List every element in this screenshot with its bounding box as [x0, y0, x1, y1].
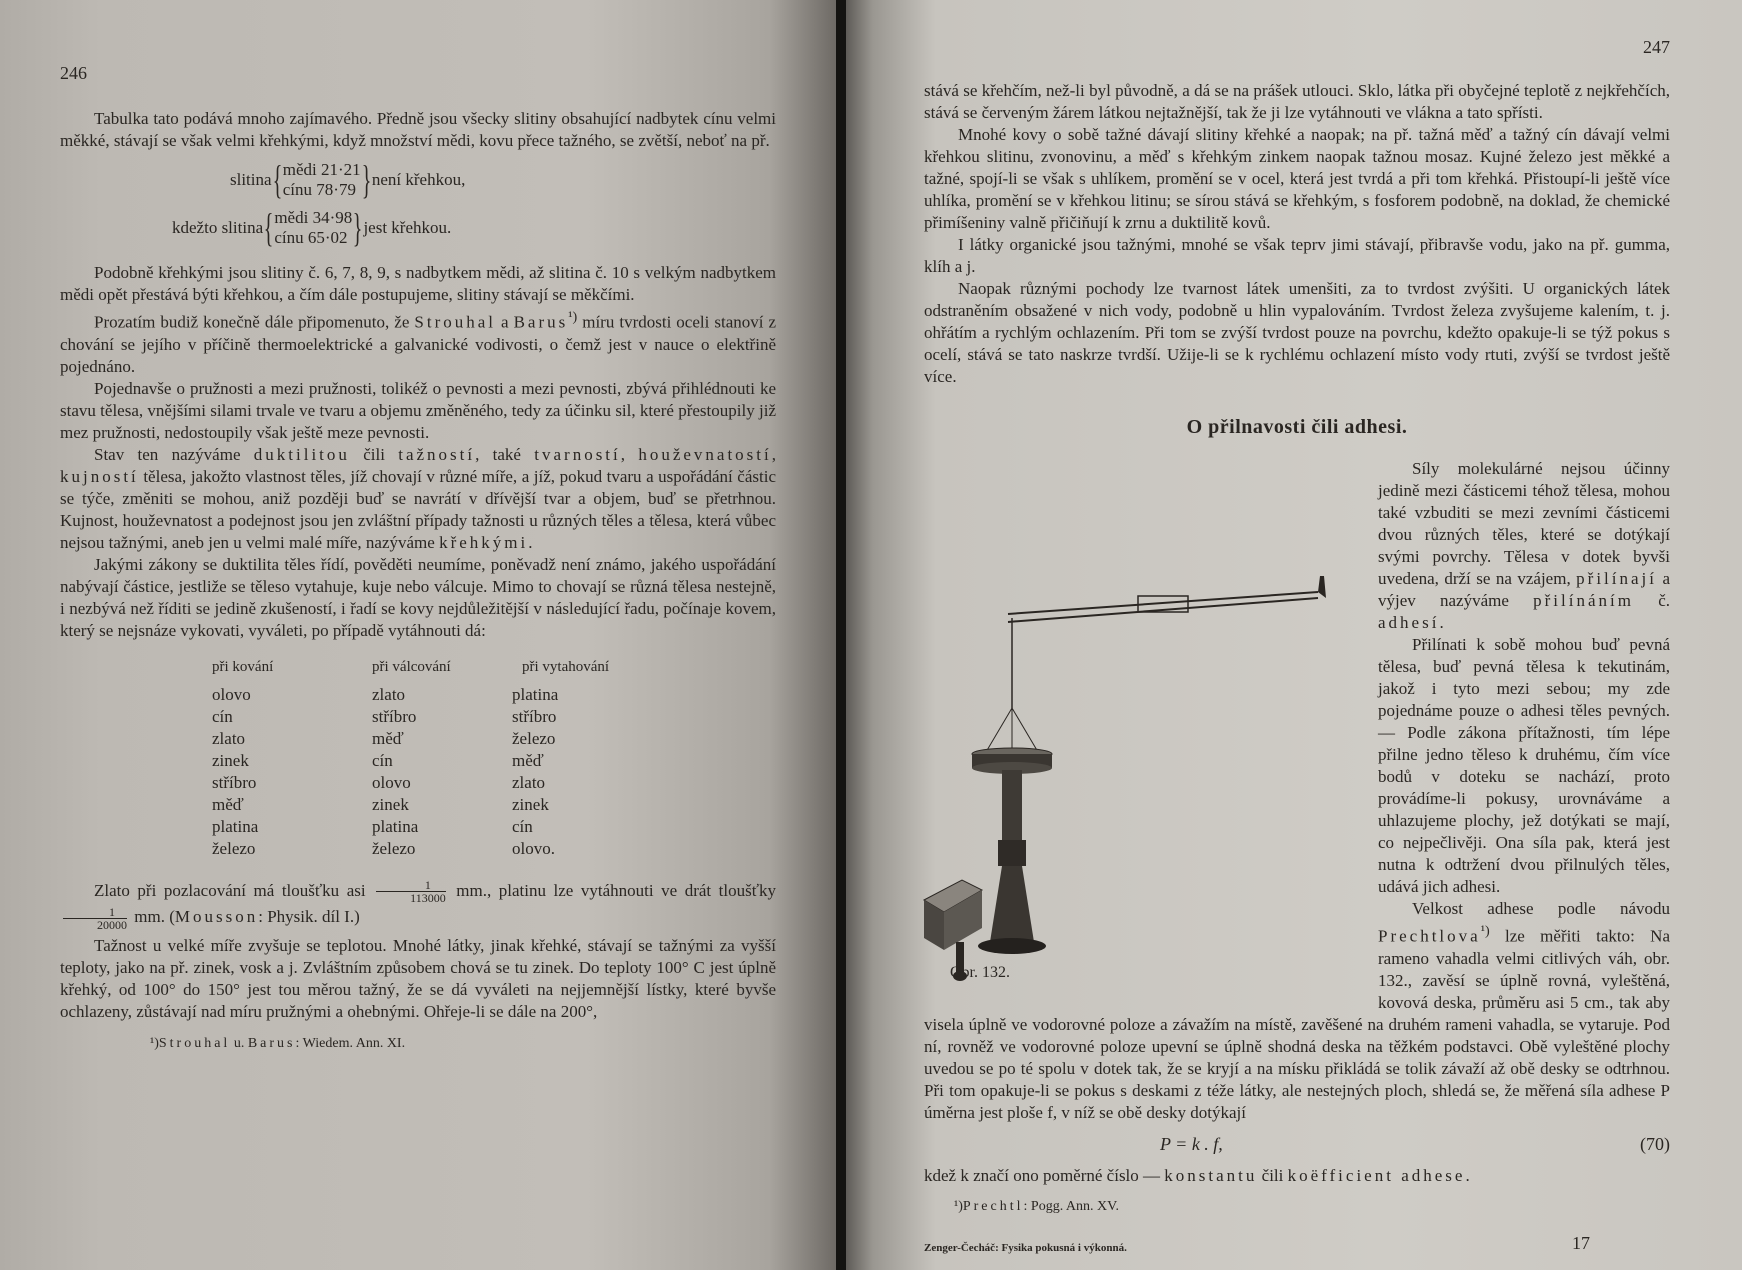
alloy-formula-2: [172, 205, 776, 250]
metal-cell: zinek: [512, 794, 549, 814]
text-run: Prozatím budiž konečně dále připomenuto, že: [94, 312, 415, 332]
text-run: č.: [1633, 591, 1670, 610]
metals-table: [212, 656, 776, 860]
brace-close: }: [361, 157, 372, 202]
footnote-ref: ¹): [1480, 923, 1490, 939]
page-number-right: 247: [1643, 37, 1670, 57]
suspension-string: [1012, 708, 1038, 752]
footnote-author: Strouhal: [158, 1035, 231, 1051]
footnote-author: Prechtl: [962, 1198, 1024, 1214]
alloy-formula-1: [230, 157, 776, 202]
metal-cell: platina: [212, 816, 259, 836]
text-run: a výjev nazýváme: [1378, 569, 1671, 610]
term-koefficient-adhese: koëfficient adhese: [1287, 1165, 1466, 1185]
left-paragraph-3: [60, 306, 776, 378]
imprint-line: Zenger-Čecháč: Fysika pokusná i výkonná.: [924, 1241, 1127, 1254]
term-konstantu: konstantu: [1164, 1165, 1258, 1185]
metal-cell: stříbro: [212, 772, 257, 792]
term-prilinaji: přilínají: [1576, 569, 1657, 588]
text-run: čili: [349, 444, 399, 464]
author-prechtl: Prechtlova: [1378, 926, 1481, 946]
right-footnote: [924, 1199, 1670, 1215]
right-paragraph-1: stává se křehčím, než-li byl původně, a dá se na prášek utlouci. Sklo, látka při obyčejné teplotě z nejkřehčích, stává se červeným žárem látkou nejtažnější, tak že ji lze vytáhnouti ve vlákna a tato spřísti.: [924, 81, 1670, 122]
alloy-1-composition: [283, 160, 361, 200]
text-run: .: [1439, 613, 1444, 632]
stand-column: [1002, 770, 1022, 840]
text-run: Stav ten nazýváme: [94, 444, 254, 464]
figure-132: [916, 502, 1368, 1000]
metal-cell: měď: [212, 794, 244, 814]
author-strouhal: Strouhal: [414, 312, 496, 332]
metal-cell: zlato: [512, 772, 546, 792]
alloy-2-copper: mědi 34·98: [274, 208, 353, 227]
text-run: kdež k značí ono poměrné číslo —: [924, 1165, 1165, 1185]
fraction-denominator: 113000: [410, 891, 446, 906]
alloy-1-copper: mědi 21·21: [282, 160, 361, 179]
text-run: tělesa, jakožto vlastnost těles, jíž chovají v různé míře, a jíž, pokud tvaru a uspořádání částic se týče, změniti se mohou, aniž později buď se navrátí v dřívější tvar a objem, buď se přetrhnou. Kujnost, houževnatost a podejnost jsou jen zvláštní případy tažnosti u různých těles a tělesa, která vůbec nejsou tažnými, aneb jen u velmi malé míře, nazýváme: [60, 466, 776, 552]
alloy-2-verdict: jest křehkou.: [363, 218, 452, 237]
text-run: čili: [1257, 1165, 1288, 1185]
footnote-ref: ¹): [568, 309, 578, 325]
metal-cell: železo: [212, 838, 256, 858]
text-run: ,: [620, 444, 639, 464]
left-paragraph-7: [60, 878, 776, 931]
right-paragraph-3: I látky organické jsou tažnými, mnohé se však teprv jimi stávají, přibravše vodu, jako na př. gumma, klíh a j.: [924, 235, 1670, 276]
metal-cell: cín: [212, 706, 233, 726]
fraction-platinum: [63, 906, 127, 931]
equation-70: [924, 1134, 1670, 1155]
section-heading: O přilnavosti čili adhesi.: [1186, 416, 1408, 438]
left-paragraph-6: Jakými zákony se duktilita těles řídí, pověděti neumíme, poněvadž není známo, jakého uspořádání nabývají částice, jestliže se těleso vytahuje, kuje nebo válcuje. Mimo to chovají se různá tělesa nestejně, i nezbývá než říditi se jedině zkušeností, i řadí se kovy nejdůležitější v následující řadu, počínaje kovem, který se nejsnáze vykovati, vyváleti, po případě vytáhnouti dá:: [60, 554, 776, 640]
text-run: a: [496, 312, 514, 332]
term-krehkost: křehkými: [439, 532, 529, 552]
book-gutter: [836, 0, 846, 1270]
metal-cell: zlato: [372, 684, 406, 704]
fraction-gold: [376, 879, 446, 904]
right-paragraph-2: Mnohé kovy o sobě tažné dávají slitiny křehké a naopak; na př. tažná měď a tažný cín dávají velmi křehkou slitinu, zvonovinu, a měď s křehkým zinkem naopak tažnou mosaz. Kujné železo jest měkké a tažné, spojí-li se však s uhlíkem, promění se v ocel, která jest tvrdá a při tom křehká. Přistoupí-li ještě více uhlíka, promění se v křehkou litinu; se sírou stává se křehkým, s fosforem podobně, na doklad, že chemické přimíšeniny valně přičiňují k zrnu a duktilitě kovů.: [924, 125, 1670, 232]
metal-cell: cín: [512, 816, 533, 836]
alloy-1-label: slitina: [230, 170, 272, 189]
metal-cell: zinek: [212, 750, 249, 770]
term-kujnost: kujností: [60, 466, 139, 486]
left-page: [0, 0, 836, 1270]
left-footnote: [60, 1035, 776, 1053]
footnote-author: Barus: [247, 1035, 296, 1051]
text-run: míru tvrdosti oceli stanoví z chování se jejího v příčině thermoelektrické a galvanické vodivosti, o čemž jest v nauce o elektřině pojednáno.: [60, 312, 777, 376]
metal-cell: stříbro: [372, 706, 417, 726]
metal-cell: železo: [512, 728, 556, 748]
metals-header: při vytahování: [522, 658, 610, 675]
footnote-mark: ¹): [150, 1035, 159, 1051]
text-run: Síly molekulárné nejsou účinny jedině mezi částicemi téhož tělesa, mohou také vzbuditi se mezi zevními částicemi dvou různých těles, které se dotýkají svými povrchy. Tělesa v dotek byvši uvedena, drží se na vzájem,: [1378, 459, 1670, 588]
beam-hook: [1318, 576, 1326, 598]
brace-close: }: [353, 205, 363, 250]
metals-column-valcovani: [372, 656, 522, 860]
alloy-1-verdict: není křehkou,: [371, 170, 466, 189]
page-number-left: 246: [60, 63, 87, 83]
adhesion-section: [924, 458, 1670, 1124]
left-paragraph-4: Pojednavše o pružnosti a mezi pružnosti, tolikéž o pevnosti a mezi pevnosti, zbývá přihlédnouti ke stavu tělesa, vnějšími silami trvale ve tvaru a objemu změněného, tedy za účinku sil, které přestoupily již mez pružnosti, nedostoupily však ještě meze pevnosti.: [60, 378, 776, 442]
right-paragraph-4: Naopak různými pochody lze tvarnost látek umenšiti, za to tvrdost zvýšiti. U organických látek odstraněním obsažené v nich vody, podobně u hlin vypalováním. Tvrdost železa zvyšujeme kalením, t. j. ohřátím a rychlým ochlazením. Při tom se zvýší tvrdost pouze na povrchu, kdežto opakuje-li se týž pokus s ocelí, stává se tato naskrze tvrdší. Užije-li se k rychlému ochlazení místo vody rtuti, zvýší se tvrdost ještě více.: [924, 279, 1670, 386]
equation-body: P = k . f,: [1160, 1133, 1223, 1154]
text-run: mm. (: [130, 907, 175, 927]
brace-open: {: [263, 205, 274, 250]
alloy-2-composition: [274, 208, 352, 248]
brace-open: {: [272, 157, 282, 202]
footnote-mark: ¹): [954, 1198, 963, 1214]
metal-cell: měď: [372, 728, 404, 748]
fraction-numerator: 1: [376, 879, 446, 892]
term-houzevnatost: houževnatostí: [638, 444, 772, 464]
signature-number: 17: [1572, 1232, 1590, 1253]
term-prilinani: přilínáním: [1533, 591, 1634, 610]
metals-header: při válcování: [372, 658, 451, 675]
term-taznost: tažností: [398, 444, 476, 464]
left-paragraph-8: Tažnost u velké míře zvyšuje se teplotou. Mnohé látky, jinak křehké, stávají se tažnými za vyšší teploty, jako na př. zinek, vosk a j. Zvláštním způsobem chová se tu zinek. Do teploty 100° C jest úplně křehký, od 100° do 150° jest tou měrou tažný, že se dá vyváleti na nejjemnější lístky, které byvše ochlazeny, zůstávají nad míru pružnými a ohebnými. Ohřeje-li se dále na 200°,: [60, 935, 776, 1021]
stand-body: [990, 866, 1034, 942]
text-run: : Physik. díl I.): [258, 907, 360, 927]
suspension-string: [986, 708, 1012, 752]
metal-cell: stříbro: [512, 706, 557, 726]
metal-cell: platina: [372, 816, 419, 836]
text-run: u.: [230, 1035, 248, 1051]
metals-column-kovani: [212, 656, 372, 860]
metal-cell: železo: [372, 838, 416, 858]
term-duktilita: duktilitou: [253, 444, 350, 464]
text-run: lze měřiti takto: Na rameno vahadla velmi citlivých váh, obr. 132., zavěsí se úplně rovná, vyleštěná, kovová deska, průměru asi 5 cm., tak aby visela úplně ve vodorovné poloze a závažím na místě, zavěšené na druhém rameni vahadla, se vytaruje. Pod ní, rovněž ve vodorovné poloze upevní se úplně shodná deska na těžkém podstavci. Obě vyleštěné plochy uvedou se po té spolu v dotek tak, že se kryjí a na mísku přikládá se tolik závaží až obě desky se odtrhnou. Při tom opakuje-li se pokus s deskami z téže látky, ale nestejných ploch, shledá se, že měřená síla adhese P úměrna jest ploše f, v níž se obě desky dotýkají: [924, 926, 1670, 1122]
metal-cell: olovo: [212, 684, 251, 704]
metals-column-vytahovani: [512, 656, 682, 860]
text-run: , také: [475, 444, 535, 464]
metal-cell: platina: [512, 684, 559, 704]
metal-cell: olovo.: [512, 838, 555, 858]
metal-cell: měď: [512, 750, 544, 770]
metals-header: při kování: [212, 658, 274, 675]
page-bottom: [924, 1233, 1670, 1254]
right-page: [846, 0, 1742, 1270]
text-run: : Wiedem. Ann. XI.: [295, 1035, 406, 1051]
term-tvarnost: tvarností: [534, 444, 621, 464]
right-paragraph-6: Přilínati k sobě mohou buď pevná tělesa, buď pevná tělesa k tekutinám, jakož i tyto mezi sebou; my zde pojednáme pouze o adhesi těles pevných. — Podle zákona přítažnosti, tím lépe přilne jedno těleso k druhému, čím více bodů v doteku se nachází, proto provádíme-li pokusy, urovnáváme a uhlazujeme plochy, jež dotýkati se mají, co nejpečlivěji. Ona síla pak, která jest nutna k odtržení dvou přilnulých těles, udává jich adhesi.: [1378, 635, 1670, 896]
author-mousson: Mousson: [174, 907, 259, 927]
right-paragraph-8: [924, 1165, 1670, 1187]
equation-number: (70): [1640, 1133, 1670, 1154]
text-run: : Pogg. Ann. XV.: [1023, 1198, 1119, 1214]
text-run: mm., platinu lze vytáhnouti ve drát tloušťky: [448, 880, 776, 900]
author-barus: Barus: [513, 312, 569, 332]
text-run: .: [1465, 1165, 1470, 1185]
text-run: Velkost adhese podle návodu: [1412, 899, 1670, 918]
alloy-1-tin: cínu 78·79: [282, 180, 356, 199]
left-paragraph-2: Podobně křehkými jsou slitiny č. 6, 7, 8, 9, s nadbytkem mědi, až slitina č. 10 s velkým nadbytkem mědi opět přestává býti křehkou, a čím dále postupujeme, slitiny stávají se měkčími.: [60, 263, 776, 304]
metal-cell: cín: [372, 750, 393, 770]
text-run: Zlato při pozlacování má tloušťku asi: [94, 880, 374, 900]
adhesion-apparatus-illustration: [916, 502, 1368, 1000]
stand-base: [978, 938, 1046, 954]
term-adhesi: adhesí: [1378, 613, 1440, 632]
left-paragraph-1: Tabulka tato podává mnoho zajímavého. Předně jsou všecky slitiny obsahující nadbytek cínu velmi měkké, stávají se však velmi křehkými, když množství mědi, kovu přece tažného, se zvětší, neboť na př.: [60, 109, 776, 150]
text-run: .: [528, 532, 533, 552]
alloy-2-label: kdežto slitina: [172, 218, 264, 237]
metal-cell: zinek: [372, 794, 409, 814]
text-run: ,: [771, 444, 776, 464]
fraction-numerator: 1: [63, 906, 127, 919]
left-paragraph-5: [60, 444, 776, 554]
stand-collar: [998, 840, 1026, 866]
metal-cell: zlato: [212, 728, 246, 748]
metal-cell: olovo: [372, 772, 411, 792]
fraction-denominator: 20000: [97, 917, 127, 932]
figure-caption: Obr. 132.: [950, 964, 1010, 981]
alloy-2-tin: cínu 65·02: [274, 228, 348, 247]
